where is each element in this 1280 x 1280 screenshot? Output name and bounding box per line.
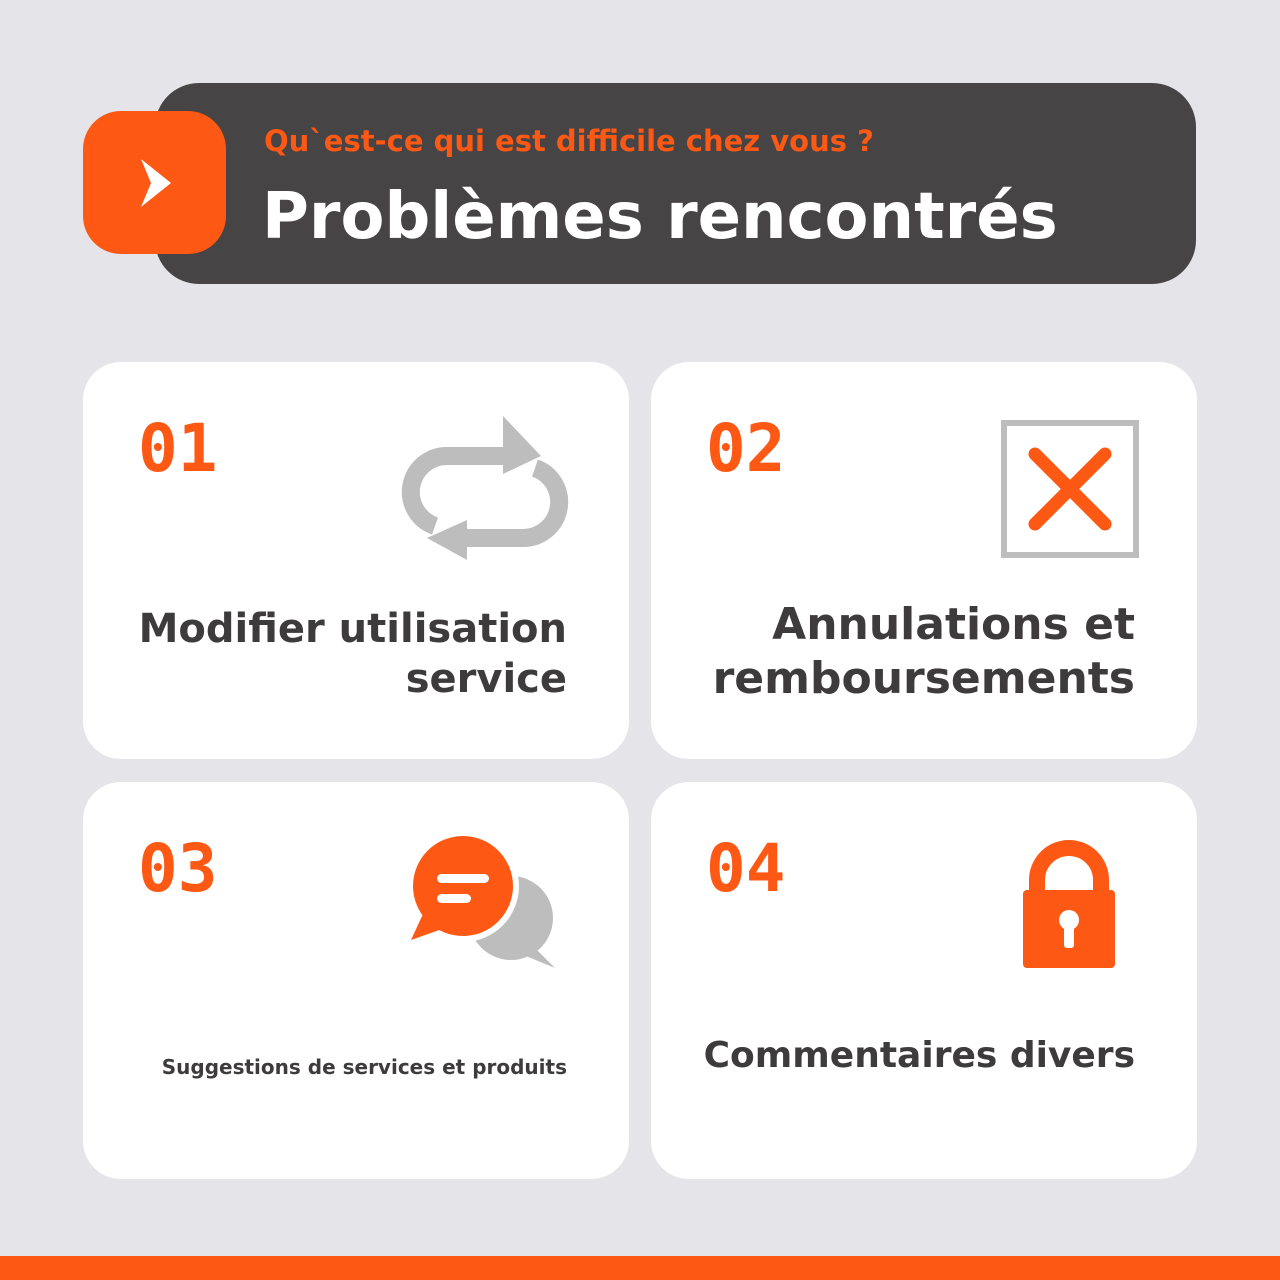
padlock-icon — [1021, 838, 1117, 970]
card-suggestions — [83, 782, 629, 1179]
play-icon-badge — [83, 111, 226, 254]
card-annulations — [651, 362, 1197, 759]
card-number: 03 — [138, 830, 218, 907]
chat-bubbles-icon — [409, 836, 559, 972]
bottom-accent-bar — [0, 1256, 1280, 1280]
refresh-arrows-icon — [395, 414, 575, 564]
card-label: Commentaires divers — [703, 1035, 1135, 1076]
header-subtitle: Qu`est-ce qui est difficile chez vous ? — [264, 124, 874, 158]
page-title: Problèmes rencontrés — [262, 180, 1058, 254]
card-commentaires — [651, 782, 1197, 1179]
card-number: 02 — [706, 410, 786, 487]
card-label: Modifier utilisation service — [138, 606, 567, 702]
card-modifier-utilisation — [83, 362, 629, 759]
card-number: 01 — [138, 410, 218, 487]
card-label: Suggestions de services et produits — [161, 1055, 567, 1079]
card-number: 04 — [706, 830, 786, 907]
play-icon — [131, 155, 179, 211]
card-label: Annulations et remboursements — [712, 599, 1135, 704]
close-box-icon — [1001, 420, 1139, 558]
